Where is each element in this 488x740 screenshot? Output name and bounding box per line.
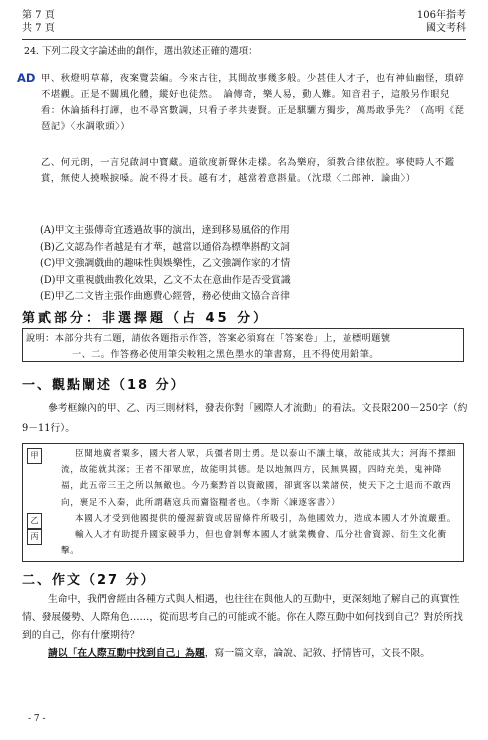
material-jia: 臣聞地廣者粟多，國大者人眾，兵彊者則士勇。是以泰山不讓土壤，故能成其大；河海不擇細流，故能就其深；王者不卻眾庶，故能明其德。是以地無四方，民無異國，四時充美，鬼神降福，此五帝三王之所以無敵也。今乃棄黔首以資敵國，卻賓客以業諸侯，使天下之士退而不敢西向，裹足不入秦，此所謂藉寇兵而齎盜糧者也。（李斯〈諫逐客書〉） (61, 449, 457, 508)
instructions-line1: 說明：本部分共有二題，請依各題指示作答，答案必須寫在「答案卷」上，並標明題號 (26, 333, 391, 344)
passage-jia: 甲、秋燈明草幕，夜案覽芸編。今來古往，其間故事幾多般。少甚佳人才子，也有神仙幽怪，瑣碎不堪觀。正是不關風化體，縱好也徒然。 論傳奇，樂人易，動人難。知音君子，這般另作眼兒看：休論插科打諢，也不尋宮數調，只看子孝共妻賢。正是騏驪方獨步，萬馬敢爭先？（高明《琵琶記》〈水調歌頭〉） (41, 73, 465, 132)
page-footer: - 7 - (28, 714, 46, 724)
materials-box (22, 443, 464, 562)
tag-bing: 丙 (27, 529, 42, 545)
page-number: 第 7 頁 (22, 10, 55, 21)
question-stem: 24. 下列二段文字論述曲的創作，選出敘述正確的選項： (24, 46, 258, 57)
section1-instruction: 參考框線內的甲、乙、丙三則材料，發表你對「國際人才流動」的看法。文長限200－250字（約9－11行）。 (22, 403, 468, 434)
total-pages: 共 7 頁 (22, 23, 55, 34)
tag-jia: 甲 (27, 448, 42, 464)
tag-yi: 乙 (27, 513, 42, 529)
option-b: (B)乙文認為作者越是有才華，越當以通俗為標準斟酌文詞 (40, 241, 290, 253)
section1-heading: 一、觀點闡述（18 分） (22, 378, 186, 393)
essay-prompt (22, 645, 468, 663)
instructions-line2: 一、二。作答務必使用筆尖較粗之黑色墨水的筆書寫，且不得使用鉛筆。 (72, 349, 379, 360)
part2-title: 第貳部分：非選擇題（占 45 分） (22, 311, 270, 326)
option-a: (A)甲文主張傳奇宜透過故事的演出，達到移易風俗的作用 (40, 225, 290, 236)
subject-name: 國文考科 (426, 23, 466, 34)
option-c: (C)甲文強調戲曲的趣味性與娛樂性，乙文強調作家的才情 (40, 258, 291, 270)
option-e: (E)甲乙二文皆主張作曲應費心經營，務必使曲文協合音律 (40, 291, 290, 303)
essay-intro: 生命中，我們會經由各種方式與人相遇，也往往在與他人的互動中，更深刻地了解自己的真實性情、發展優勢、人際角色……，從而思考自己的可能或不能。你在人際互動中如何找到自己？對於所找到的自己，你有什麼期待？ (22, 594, 463, 641)
handwritten-answer: AD (17, 71, 36, 85)
exam-name: 106年指考 (416, 10, 466, 21)
header-divider (22, 39, 466, 40)
answer-options (40, 223, 291, 306)
material-yi: 本國人才受到他國提供的優渥薪資或居留條件所吸引，為他國效力，造成本國人才外流嚴重。 (75, 513, 457, 524)
prompt-title: 「在人際互動中找到自己」為題 (67, 648, 205, 659)
section2-heading: 二、作文（27 分） (22, 573, 156, 588)
header-left (22, 9, 55, 35)
prompt-prefix: 請以 (48, 648, 68, 659)
option-d: (D)甲文重視戲曲教化效果，乙文不太在意曲作是否受賞識 (40, 274, 291, 286)
passage-yi: 乙、何元朗，一言兒啟詞中寶藏。道欲度新聲休走樣。名為樂府，須教合律依腔。寧使時人不鑑賞，無使人撓喉捩嗓。說不得才長。越有才，越當着意斟量。（沈璟〈二郎神．論曲〉） (41, 157, 455, 184)
material-bing: 輸入人才有助提升國家競爭力，但也會剝奪本國人才就業機會、瓜分社會資源、衍生文化衝擊。 (61, 530, 447, 557)
header-right (417, 9, 466, 35)
instructions-box (22, 328, 464, 362)
prompt-suffix: ，寫一篇文章，論說、記敘、抒情皆可，文長不限。 (204, 648, 431, 659)
